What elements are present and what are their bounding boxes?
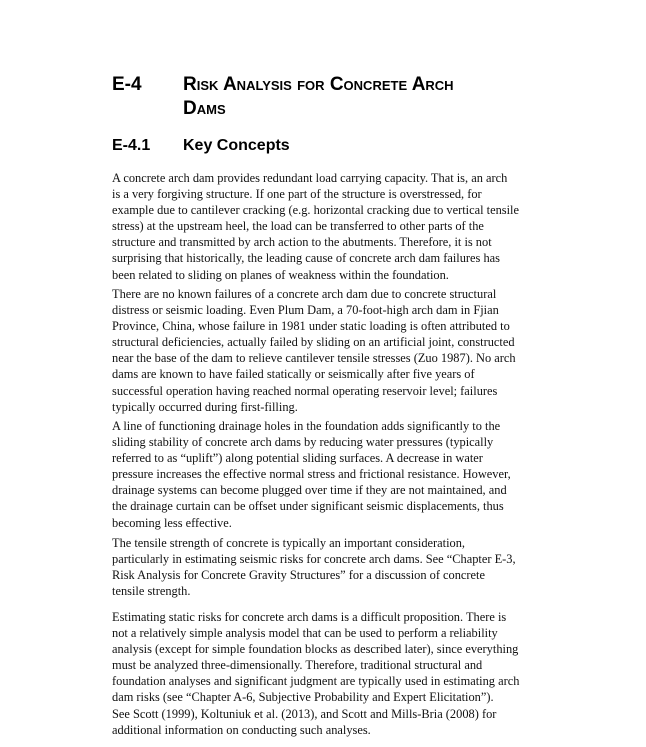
text-line: analysis (except for simple foundation blocks as described later), since everything [112,642,519,657]
section-number: E-4.1 [112,137,151,154]
text-line: near the base of the dam to relieve cantilever tensile stresses (Zuo 1987). No arch [112,351,516,366]
chapter-title-line: Dams [183,98,226,119]
text-line: pressure increases the effective normal stress and frictional resistance. However, [112,467,511,482]
text-line: successful operation having reached normal operating reservoir level; failures [112,383,498,398]
text-line: dams are known to have failed statically or seismically after five years of [112,367,475,382]
text-line: See Scott (1999), Koltuniuk et al. (2013), and Scott and Mills-Bria (2008) for [112,706,497,721]
paragraph-arch-redundancy [112,170,542,283]
chapter-title [183,73,553,121]
text-line: stress) at the upstream heel, the load can be transferred to other parts of the [112,219,484,234]
text-line: example due to cantilever cracking (e.g. horizontal cracking due to vertical tensile [112,203,519,218]
text-line: Estimating static risks for concrete arch dams is a difficult proposition. There is [112,610,507,624]
text-line: drainage systems can become plugged over time if they are not maintained, and [112,483,507,498]
text-line: must be analyzed three-dimensionally. Therefore, traditional structural and [112,658,483,673]
text-line: Risk Analysis for Concrete Gravity Structures” for a discussion of concrete [112,568,486,583]
text-line: referred to as “uplift”) along potential sliding surfaces. A decrease in water [112,451,483,466]
text-line: sliding stability of concrete arch dams by reducing water pressures (typically [112,435,494,450]
text-line: typically occurred during first-filling. [112,399,298,414]
text-line: A concrete arch dam provides redundant load carrying capacity. That is, an arch [112,171,508,185]
text-line: The tensile strength of concrete is typically an important consideration, [112,536,466,550]
text-line: becoming less effective. [112,515,232,530]
text-line: foundation analyses and significant judgment are typically used in estimating arch [112,674,520,689]
text-line: surprising that historically, the leading cause of concrete arch dam failures has [112,251,500,266]
text-line: tensile strength. [112,584,191,599]
text-line: structure and transmitted by arch action to the abutments. Therefore, it is not [112,235,492,250]
text-line: A line of functioning drainage holes in the foundation adds significantly to the [112,419,501,433]
text-line: There are no known failures of a concrete arch dam due to concrete structural [112,287,497,301]
text-line: distress or seismic loading. Even Plum Dam, a 70-foot-high arch dam in Fjian [112,303,499,318]
paragraph-tensile-strength [112,535,542,599]
text-line: particularly in estimating seismic risks for concrete arch dams. See “Chapter E-3, [112,552,516,567]
paragraph-drainage [112,418,542,531]
chapter-number: E-4 [112,74,142,95]
text-line: not a relatively simple analysis model that can be used to perform a reliability [112,626,498,641]
text-line: dam risks (see “Chapter A-6, Subjective Probability and Expert Elicitation”). [112,690,494,705]
paragraph-known-failures [112,286,542,415]
text-line: additional information on conducting such analyses. [112,722,371,737]
section-title: Key Concepts [183,137,290,154]
text-line: the drainage curtain can be offset under significant seismic displacements, thus [112,499,504,514]
text-line: Province, China, whose failure in 1981 under static loading is often attributed to [112,319,510,334]
chapter-title-line: Risk Analysis for Concrete Arch [183,74,454,95]
paragraph-static-risks [112,609,542,738]
text-line: is a very forgiving structure. If one part of the structure is overstressed, for [112,187,482,202]
text-line: been related to sliding on planes of weakness within the foundation. [112,267,449,282]
text-line: structural deficiencies, actually failed by sliding on an artificial joint, constructed [112,335,515,350]
